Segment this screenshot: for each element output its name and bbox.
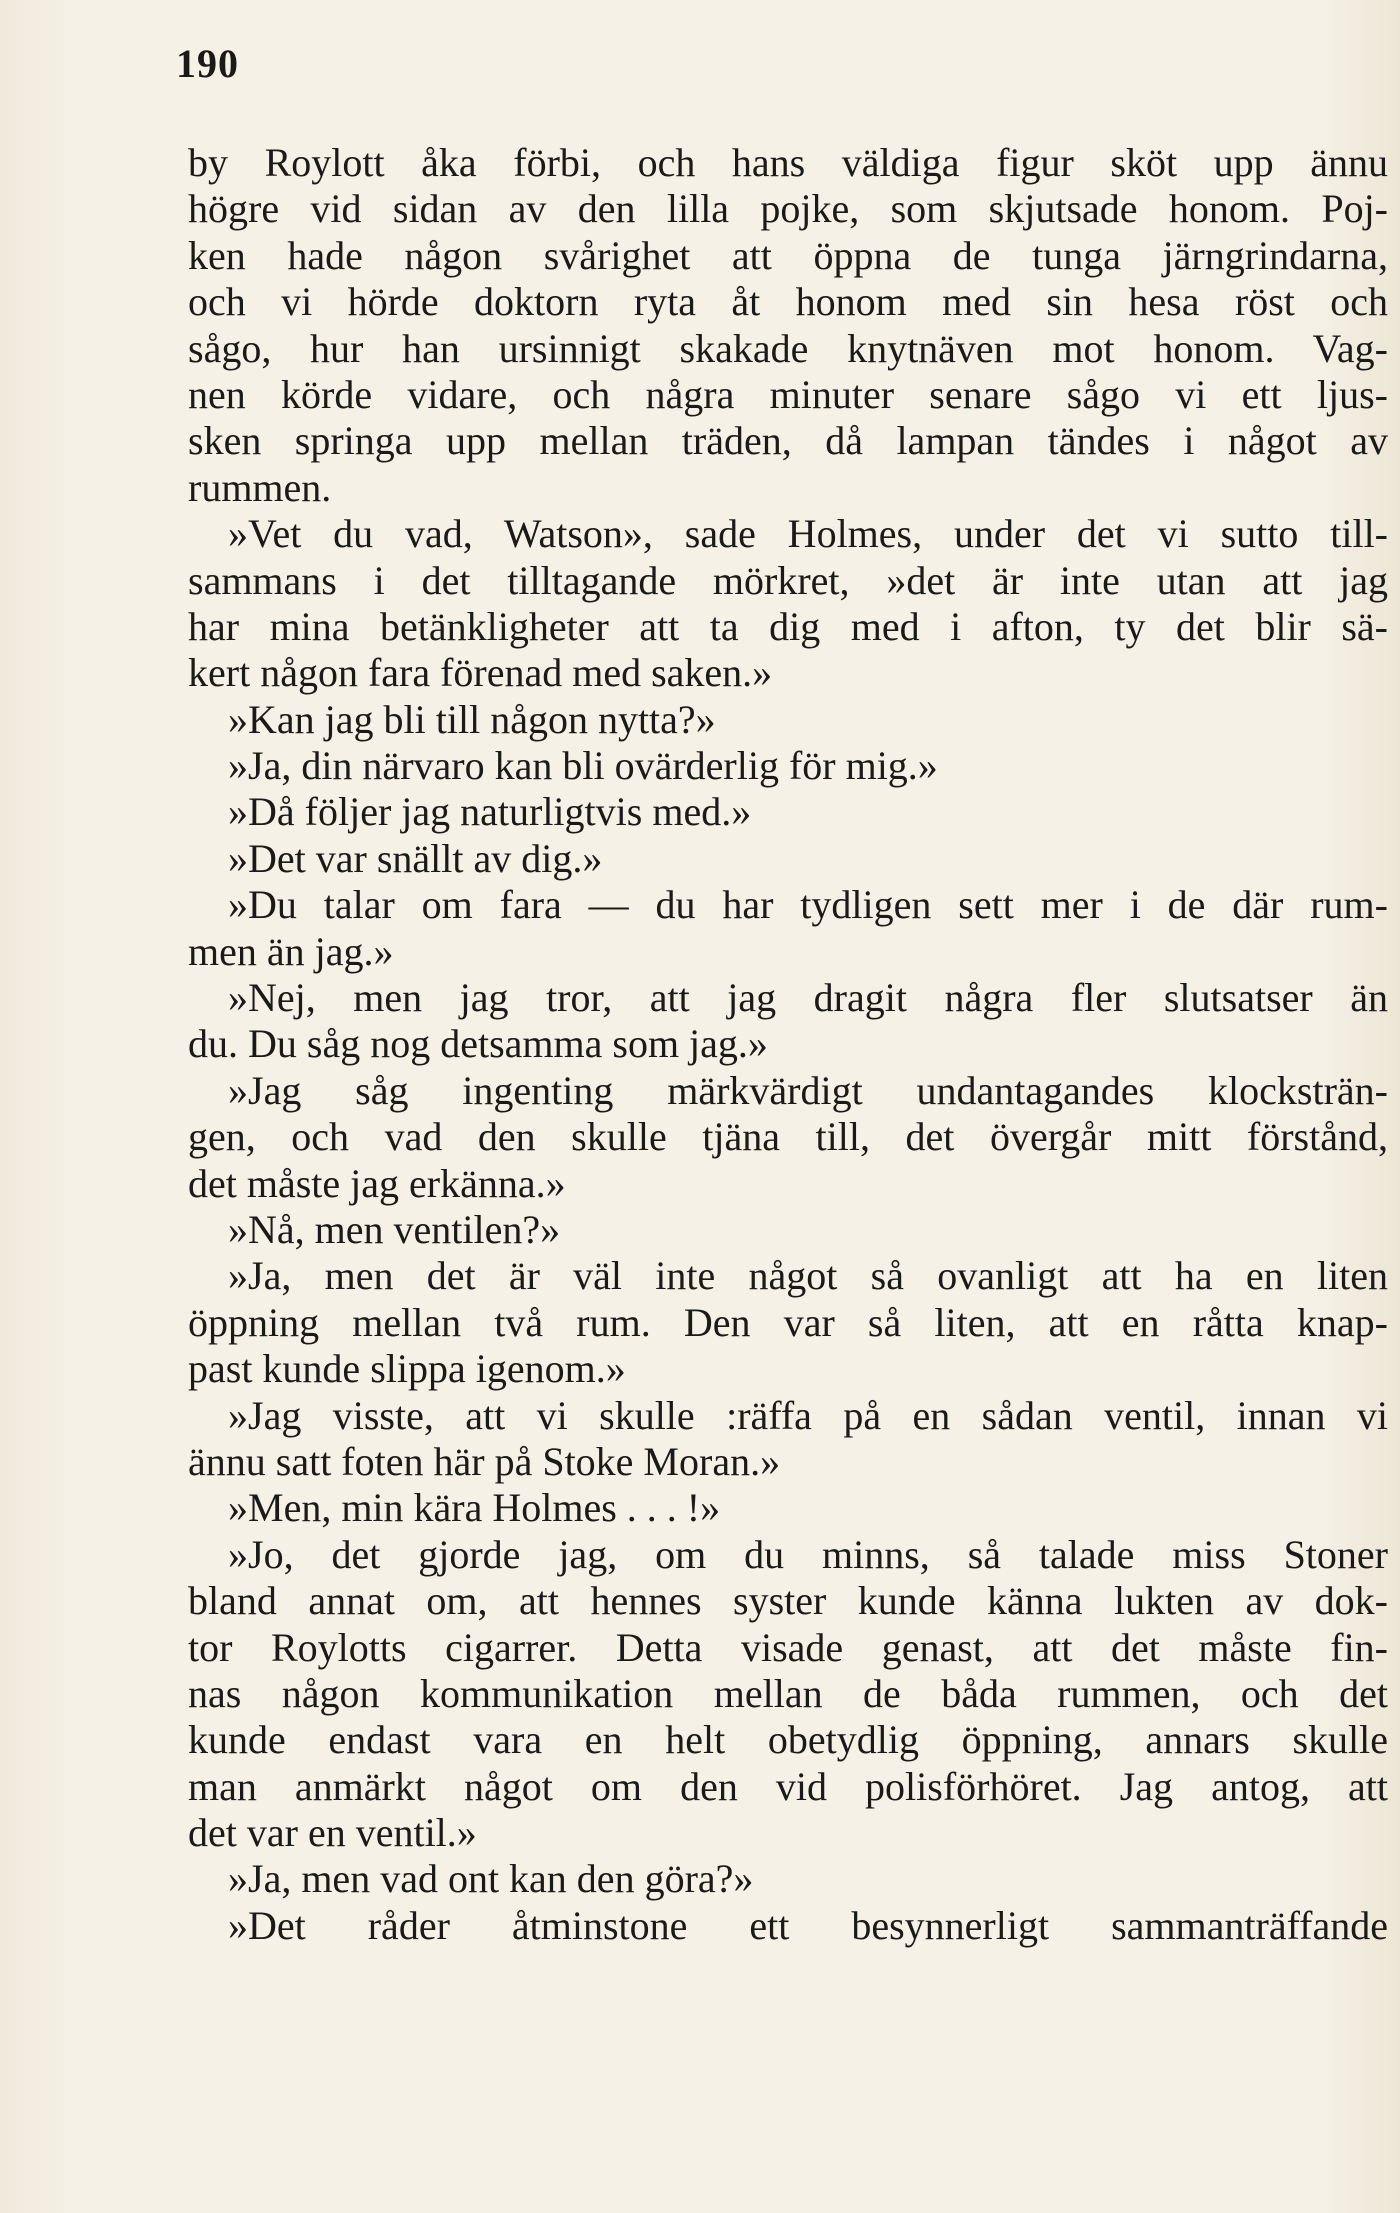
text-line: »Vet du vad, Watson», sade Holmes, under det vi sutto till- <box>228 511 1388 557</box>
text-line: nas någon kommunikation mellan de båda rummen, och det <box>188 1670 1388 1716</box>
text-line: »Det råder åtminstone ett besynnerligt sammanträffande <box>228 1902 1388 1948</box>
text-line: »Nå, men ventilen?» <box>228 1206 561 1252</box>
text-line: det måste jag erkänna.» <box>188 1160 566 1206</box>
text-line: kunde endast vara en helt obetydlig öppning, annars skulle <box>188 1717 1388 1763</box>
text-line: bland annat om, att hennes syster kunde känna lukten av dok- <box>188 1578 1388 1624</box>
text-line: du. Du såg nog detsamma som jag.» <box>188 1021 768 1067</box>
text-line: »Kan jag bli till någon nytta?» <box>228 696 716 742</box>
text-line: det var en ventil.» <box>188 1810 477 1856</box>
text-line: by Roylott åka förbi, och hans väldiga figur sköt upp ännu <box>188 140 1388 185</box>
text-line: past kunde slippa igenom.» <box>188 1346 626 1392</box>
text-line: kert någon fara förenad med saken.» <box>188 650 773 696</box>
text-line: tor Roylotts cigarrer. Detta visade genast, att det måste fin- <box>188 1624 1388 1670</box>
text-line: öppning mellan två rum. Den var så liten, att en råtta knap- <box>188 1299 1388 1345</box>
page-number: 190 <box>176 41 239 86</box>
text-line: gen, och vad den skulle tjäna till, det övergår mitt förstånd, <box>188 1114 1388 1160</box>
text-line: »Jo, det gjorde jag, om du minns, så talade miss Stoner <box>228 1531 1388 1577</box>
text-line: »Ja, men vad ont kan den göra?» <box>228 1856 754 1902</box>
text-line: sågo, hur han ursinnigt skakade knytnäven mot honom. Vag- <box>188 325 1388 371</box>
text-line: »Då följer jag naturligtvis med.» <box>228 789 752 835</box>
text-line: nen körde vidare, och några minuter senare sågo vi ett ljus- <box>188 371 1388 417</box>
text-line: »Men, min kära Holmes . . . !» <box>228 1485 721 1531</box>
text-line: man anmärkt något om den vid polisförhöret. Jag antog, att <box>188 1763 1388 1809</box>
text-line: »Ja, din närvaro kan bli ovärderlig för mig.» <box>228 743 938 789</box>
text-line: »Jag såg ingenting märkvärdigt undantagandes klocksträn- <box>228 1067 1388 1113</box>
text-line: »Jag visste, att vi skulle :räffa på en sådan ventil, innan vi <box>228 1392 1388 1438</box>
body-text <box>188 140 1388 1949</box>
text-line: högre vid sidan av den lilla pojke, som skjutsade honom. Poj- <box>188 186 1388 232</box>
text-line: sammans i det tilltagande mörkret, »det är inte utan att jag <box>188 557 1388 603</box>
text-line: »Du talar om fara — du har tydligen sett mer i de där rum- <box>228 882 1388 928</box>
text-line: »Nej, men jag tror, att jag dragit några fler slutsatser än <box>228 975 1388 1021</box>
text-line: och vi hörde doktorn ryta åt honom med sin hesa röst och <box>188 279 1388 325</box>
text-line: sken springa upp mellan träden, då lampan tändes i något av <box>188 418 1388 464</box>
text-line: »Ja, men det är väl inte något så ovanligt att ha en liten <box>228 1253 1388 1299</box>
text-line: har mina betänkligheter att ta dig med i afton, ty det blir sä- <box>188 603 1388 649</box>
text-line: »Det var snällt av dig.» <box>228 835 603 881</box>
text-line: ken hade någon svårighet att öppna de tunga järngrindarna, <box>188 232 1388 278</box>
text-line: men än jag.» <box>188 928 394 974</box>
text-line: rummen. <box>188 464 332 510</box>
text-line: ännu satt foten här på Stoke Moran.» <box>188 1438 781 1484</box>
